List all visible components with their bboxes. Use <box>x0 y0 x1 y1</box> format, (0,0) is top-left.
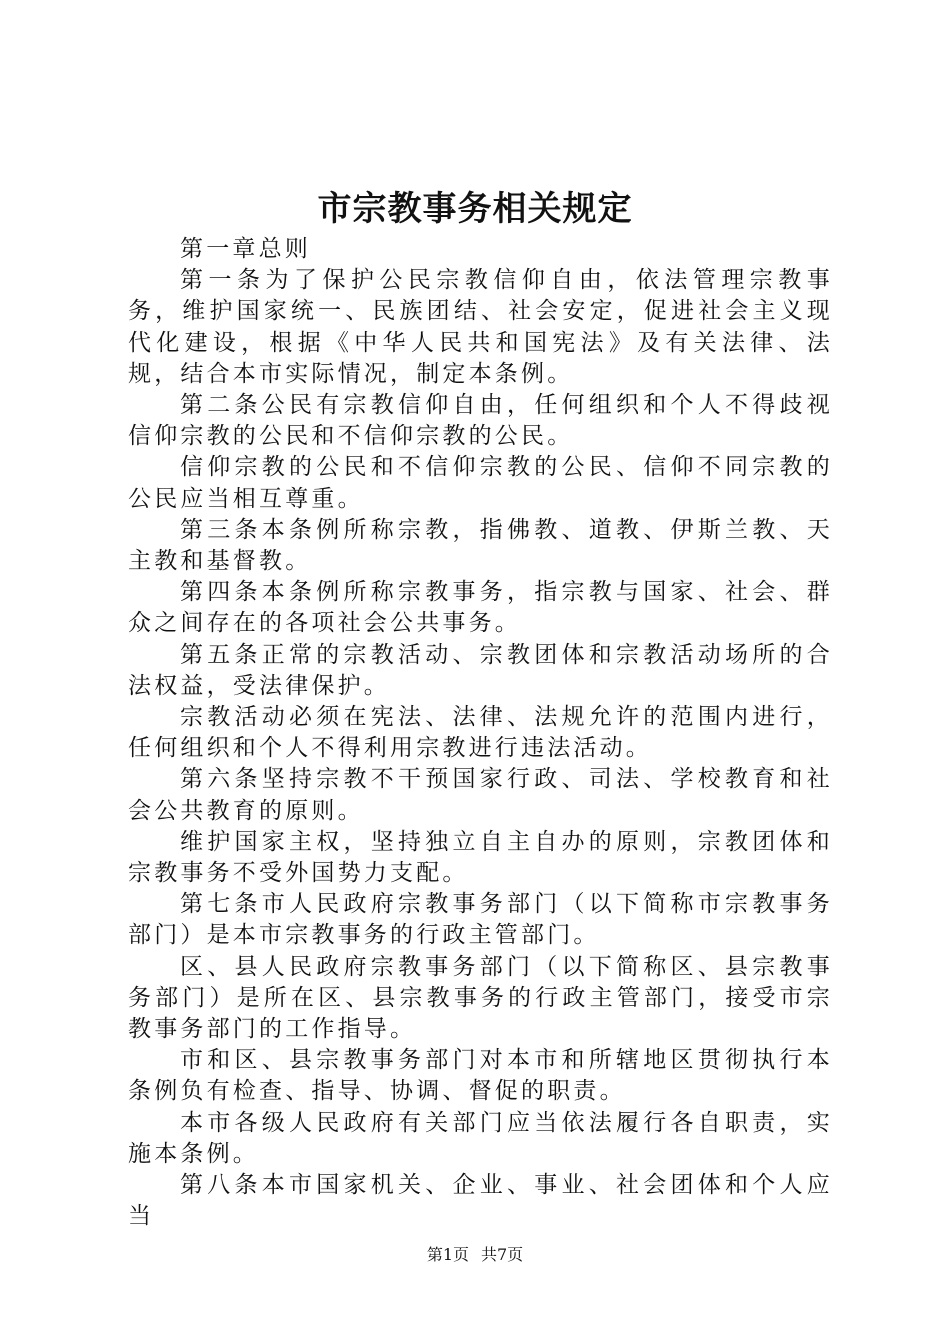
paragraph: 第二条公民有宗教信仰自由，任何组织和个人不得歧视信仰宗教的公民和不信仰宗教的公民。 <box>128 392 833 450</box>
document-title: 市宗教事务相关规定 <box>317 189 633 229</box>
page-number: 第1页 <box>426 1245 469 1264</box>
paragraph: 第三条本条例所称宗教，指佛教、道教、伊斯兰教、天主教和基督教。 <box>128 516 833 575</box>
paragraph: 第一章总则 <box>180 236 311 262</box>
paragraph: 第六条坚持宗教不干预国家行政、司法、学校教育和社会公共教育的原则。 <box>128 766 833 824</box>
paragraph: 宗教活动必须在宪法、法律、法规允许的范围内进行，任何组织和个人不得利用宗教进行违法活动。 <box>128 704 833 762</box>
page-total: 共7页 <box>481 1245 524 1264</box>
paragraph: 第一条为了保护公民宗教信仰自由，依法管理宗教事务，维护国家统一、民族团结、社会安定，促进社会主义现代化建设，根据《中华人民共和国宪法》及有关法律、法规，结合本市实际情况，制定本条例。 <box>128 267 833 387</box>
paragraph: 区、县人民政府宗教事务部门（以下简称区、县宗教事务部门）是所在区、县宗教事务的行政主管部门，接受市宗教事务部门的工作指导。 <box>128 953 833 1043</box>
paragraph: 第五条正常的宗教活动、宗教团体和宗教活动场所的合法权益，受法律保护。 <box>128 641 833 699</box>
paragraph: 信仰宗教的公民和不信仰宗教的公民、信仰不同宗教的公民应当相互尊重。 <box>128 454 833 512</box>
paragraph: 第七条市人民政府宗教事务部门（以下简称市宗教事务部门）是本市宗教事务的行政主管部门。 <box>128 891 833 949</box>
paragraph: 第四条本条例所称宗教事务，指宗教与国家、社会、群众之间存在的各项社会公共事务。 <box>128 579 833 637</box>
document-body <box>128 234 833 1233</box>
paragraph: 市和区、县宗教事务部门对本市和所辖地区贯彻执行本条例负有检查、指导、协调、督促的职责。 <box>128 1047 833 1105</box>
page-footer <box>0 1244 950 1266</box>
paragraph: 第八条本市国家机关、企业、事业、社会团体和个人应当 <box>128 1172 833 1230</box>
paragraph: 维护国家主权，坚持独立自主自办的原则，宗教团体和宗教事务不受外国势力支配。 <box>128 828 833 887</box>
paragraph: 本市各级人民政府有关部门应当依法履行各自职责，实施本条例。 <box>128 1109 833 1167</box>
